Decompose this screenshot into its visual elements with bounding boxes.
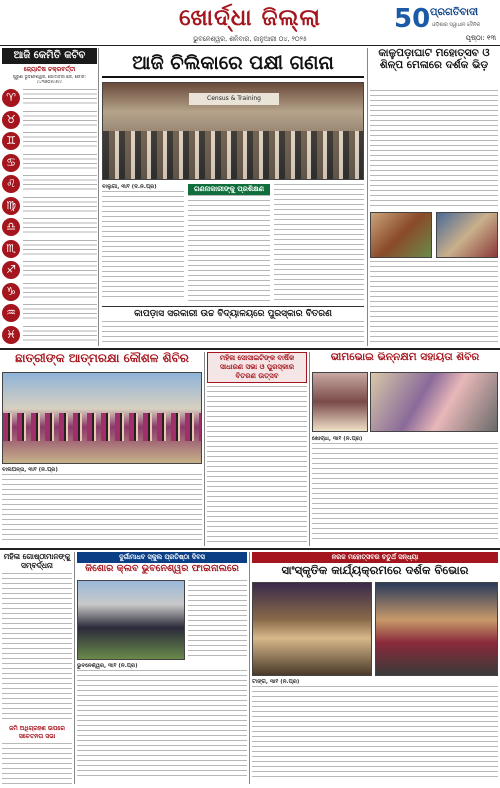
camp-headline: ଭୀମଭୋଇ ଭିନ୍ନକ୍ଷମ ସହାୟତା ଶିବିର — [330, 352, 480, 363]
astrologer-address: ପୁରୁଣା ଭୁବନେଶ୍ୱର, ଗୋଦାବରୀ ଛକ, ଫୋନ: ୯୪୩୭୦୫୯୬୯୯ — [12, 74, 87, 84]
zodiac-leo-icon: ♌ — [2, 175, 20, 193]
camp-body — [312, 436, 498, 546]
zodiac-sagittarius-icon: ♐ — [2, 261, 20, 279]
selfdefense-body — [2, 467, 202, 545]
lead-dateline: ବାଲୁଗାଁ, ୩ା୧ (ଦି.ନି.ପ୍ର) — [102, 184, 157, 190]
zodiac-scorpio-icon: ♏ — [2, 240, 20, 258]
bottom-left-headline: ମହିଳା ଗୋଷ୍ଠୀମାନଙ୍କୁ ସମ୍ବର୍ଦ୍ଧନା — [3, 552, 71, 570]
bottom-right-photo-2 — [375, 582, 498, 676]
bottom-mid-side — [188, 580, 247, 660]
bottom-right-dateline: ଟାଙ୍ଗି, ୩ା୧ (ନି.ପ୍ର) — [252, 679, 300, 685]
zodiac-aquarius-icon: ♒ — [2, 304, 20, 322]
right-top-body — [370, 90, 498, 210]
horoscope-title: ଆଜି କେମିତି କଟିବ — [2, 48, 97, 64]
bottom-right-body — [252, 679, 498, 784]
bottom-mid-kicker: ଦୁର୍ଗାମାଧବ ସ୍କୁଲ ପ୍ରତିଷ୍ଠା ଦିବସ — [77, 552, 247, 563]
bottom-right-photo-1 — [252, 582, 372, 676]
right-photo-2 — [436, 212, 498, 258]
dateline: ଭୁବନେଶ୍ୱର, ଶନିବାର, ଜାନୁଆରୀ ୦୪, ୨୦୨୫ — [193, 35, 307, 43]
bottom-right-headline: ସାଂସ୍କୃତିକ କାର୍ଯ୍ୟକ୍ରମରେ ଦର୍ଶକ ବିଭୋର — [281, 564, 469, 577]
zodiac-row — [2, 217, 97, 237]
right-photo-1 — [370, 212, 432, 258]
bottom-left-story — [2, 552, 72, 784]
zodiac-row — [2, 303, 97, 323]
right-top-headline: କାଳୁପଡ଼ାଘାଟ ମହୋତ୍ସବ ଓ ଶିଳ୍ପ ମେଳାରେ ଦର୍ଶକ ଭିଡ଼ — [378, 48, 490, 71]
zodiac-row — [2, 88, 97, 108]
camp-dateline: ଖୋର୍ଦ୍ଧା, ୩ା୧ (ନି.ପ୍ର) — [312, 436, 363, 442]
zodiac-row — [2, 325, 97, 345]
zodiac-gemini-icon: ♊ — [2, 132, 20, 150]
zodiac-row — [2, 131, 97, 151]
zodiac-row — [2, 174, 97, 194]
zodiac-row — [2, 196, 97, 216]
zodiac-list — [2, 88, 97, 346]
lead-subheadline: ଗଣନାକାରୀଙ୍କୁ ପ୍ରଶିକ୍ଷଣ — [188, 184, 270, 195]
zodiac-taurus-icon: ♉ — [2, 111, 20, 129]
selfdefense-dateline: ବାଲିଅନ୍ତା, ୩ା୧ (ନି.ପ୍ର) — [2, 467, 58, 473]
camp-photo-left — [312, 372, 368, 432]
zodiac-libra-icon: ♎ — [2, 218, 20, 236]
selfdefense-headline: ଛାତ୍ରୀଙ୍କ ଆତ୍ମରକ୍ଷା କୌଶଳ ଶିବିର — [15, 352, 189, 365]
zodiac-virgo-icon: ♍ — [2, 197, 20, 215]
bottom-mid-dateline: ଭୁବନେଶ୍ୱର, ୩ା୧ (ନି.ପ୍ର) — [77, 663, 138, 669]
bottom-mid-headline: କିଶୋର କ୍ଲବ ଭୁବନେଶ୍ୱର ଫାଇନାଲରେ — [85, 564, 239, 574]
center-brief-headline: ମହିଳା ସୋସାଇଟିଙ୍କ ବାର୍ଷିକ ସାଧାରଣ ସଭା ଓ ପୁରସ୍କାର ବିତରଣ ଉତ୍ସବ — [207, 352, 307, 383]
anniversary-logo: 50 — [394, 4, 430, 34]
lead-body-col2 — [188, 184, 270, 304]
zodiac-row — [2, 153, 97, 173]
zodiac-row — [2, 282, 97, 302]
right-top-body-2 — [370, 261, 498, 345]
center-brief — [207, 352, 307, 546]
bottom-left-kicker: ଜମି ଅଧିଗ୍ରହଣ ଉପରେ ସଚେତନତା ସଭା — [9, 725, 65, 740]
bottom-mid-photo — [77, 580, 185, 660]
zodiac-cancer-icon: ♋ — [2, 154, 20, 172]
lead-body-col3 — [274, 184, 364, 304]
lead-headline: ଆଜି ଚିଲିକାରେ ପକ୍ଷୀ ଗଣନା — [102, 48, 364, 78]
award-headline: କାପଡ଼ାସ ସରକାରୀ ଉଚ୍ଚ ବିଦ୍ୟାଳୟରେ ପୁରସ୍କାର ବିତରଣ — [134, 309, 332, 319]
zodiac-pisces-icon: ♓ — [2, 326, 20, 344]
astrologer-name: ଜ୍ୟୋତିଷ ଚକ୍ରବର୍ତ୍ତୀ — [23, 66, 76, 73]
horoscope-column — [2, 48, 97, 346]
zodiac-row — [2, 260, 97, 280]
zodiac-aries-icon: ♈ — [2, 89, 20, 107]
bottom-right-kicker: ନରଜ ମହୋତ୍ସବର ଚତୁର୍ଥ ସନ୍ଧ୍ୟା — [252, 552, 498, 563]
lead-photo-banner: Census & Training — [189, 93, 279, 105]
zodiac-capricorn-icon: ♑ — [2, 283, 20, 301]
paper-name: ପ୍ରଗତିବାଦୀ — [430, 7, 479, 18]
page-number: ପୃଷ୍ଠା: ୧୩ — [465, 34, 496, 42]
section-title: ଖୋର୍ଦ୍ଧା ଜିଲ୍ଲା — [179, 5, 321, 31]
camp-photo-right — [370, 372, 498, 432]
award-story — [102, 306, 364, 346]
bottom-mid-body — [77, 663, 247, 784]
paper-tagline: ଓଡ଼ିଶାର ସ୍ୱାଧୀନ ଦୈନିକ — [432, 22, 481, 28]
lead-body-col1 — [102, 184, 184, 304]
zodiac-row — [2, 110, 97, 130]
lead-photo — [102, 82, 364, 180]
zodiac-row — [2, 239, 97, 259]
selfdefense-photo — [2, 372, 202, 464]
